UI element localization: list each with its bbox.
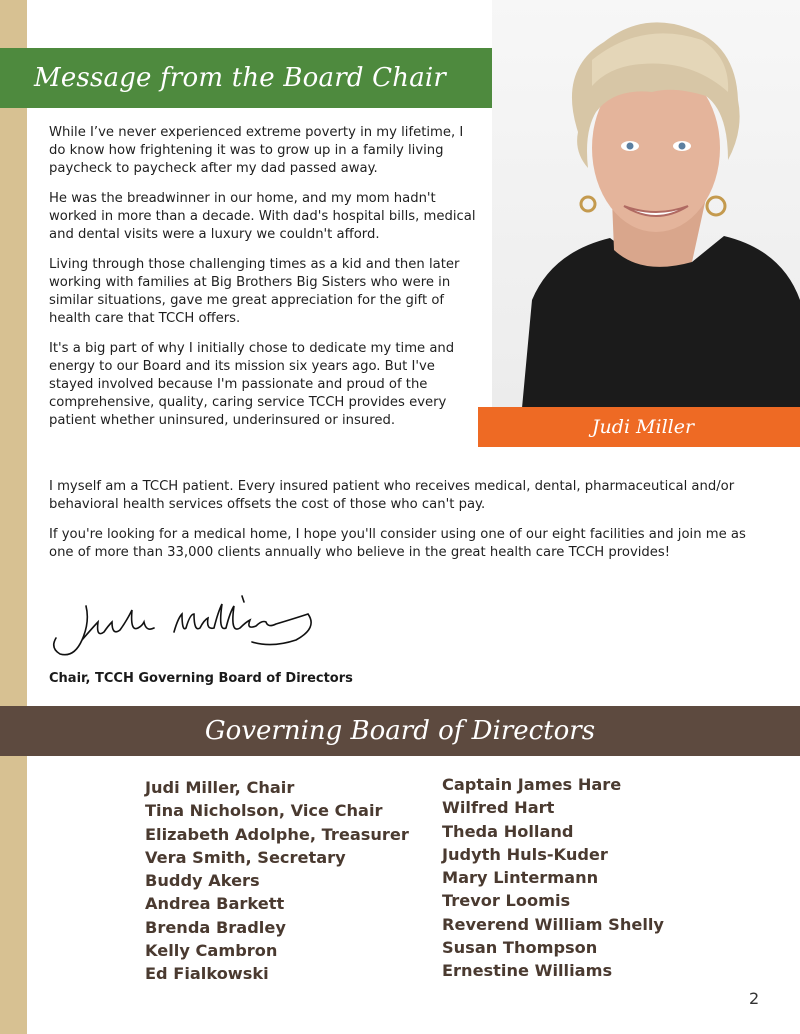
portrait-illustration: [492, 0, 800, 408]
board-title: Governing Board of Directors: [204, 716, 596, 746]
signoff-title: Chair, TCCH Governing Board of Directors: [49, 671, 353, 686]
photo-caption: Judi Miller: [591, 416, 695, 438]
board-member: Trevor Loomis: [442, 891, 571, 911]
page-title: Message from the Board Chair: [34, 63, 447, 93]
board-member: Mary Lintermann: [442, 868, 599, 888]
handwritten-signature: [46, 592, 326, 664]
left-decorative-strip: [0, 0, 27, 1034]
board-member: Ed Fialkowski: [145, 964, 269, 984]
photo-caption-tag: [478, 407, 800, 447]
board-member: Captain James Hare: [442, 775, 622, 794]
board-members-right-column: [442, 773, 664, 983]
board-member: Vera Smith, Secretary: [145, 847, 346, 867]
board-member: Buddy Akers: [145, 871, 260, 891]
portrait-photo: [492, 0, 800, 408]
letter-paragraph: I myself am a TCCH patient. Every insured patient who receives medical, dental, pharmaceutical and/or behavioral health services offsets the cost of those who can't pay.: [49, 479, 735, 512]
board-member: Brenda Bradley: [145, 917, 286, 937]
board-header-banner: [0, 706, 800, 756]
board-member: Theda Holland: [442, 821, 574, 841]
board-member: Reverend William Shelly: [442, 914, 664, 934]
board-member: Elizabeth Adolphe, Treasurer: [145, 824, 409, 844]
letter-paragraph: It's a big part of why I initially chose to dedicate my time and energy to our Board and its mission six years ago. But I've stayed involved because I'm passionate and proud of the comprehensive, quality, caring service TCCH provides every patient whether uninsured, underinsured or insured.: [49, 341, 455, 428]
board-members-left-column: [145, 776, 409, 986]
board-member: Kelly Cambron: [145, 941, 278, 961]
board-member: Andrea Barkett: [145, 894, 285, 914]
board-member: Wilfred Hart: [442, 798, 555, 818]
board-member: Judyth Huls-Kuder: [442, 844, 608, 864]
message-header-banner: [0, 48, 493, 108]
letter-paragraph: While I’ve never experienced extreme poverty in my lifetime, I do know how frightening it was to grow up in a family living paycheck to paycheck after my dad passed away.: [49, 125, 464, 176]
letter-paragraph: He was the breadwinner in our home, and my mom hadn't worked in more than a decade. With dad's hospital bills, medical and dental visits were a luxury we couldn't afford.: [49, 191, 476, 242]
board-member: Ernestine Williams: [442, 961, 613, 981]
letter-full-width-text: [49, 478, 769, 574]
board-member: Tina Nicholson, Vice Chair: [145, 801, 383, 821]
letter-column-text: [49, 124, 481, 442]
page-number: 2: [749, 989, 760, 1008]
letter-paragraph: Living through those challenging times as a kid and then later working with families at Big Brothers Big Sisters who were in similar situations, gave me great appreciation for the gift of health care that TCCH offers.: [49, 257, 460, 326]
letter-paragraph: If you're looking for a medical home, I hope you'll consider using one of our eight facilities and join me as one of more than 33,000 clients annually who believe in the great health care TCCH provides!: [49, 527, 746, 560]
board-member: Judi Miller, Chair: [145, 778, 295, 797]
board-member: Susan Thompson: [442, 938, 598, 958]
